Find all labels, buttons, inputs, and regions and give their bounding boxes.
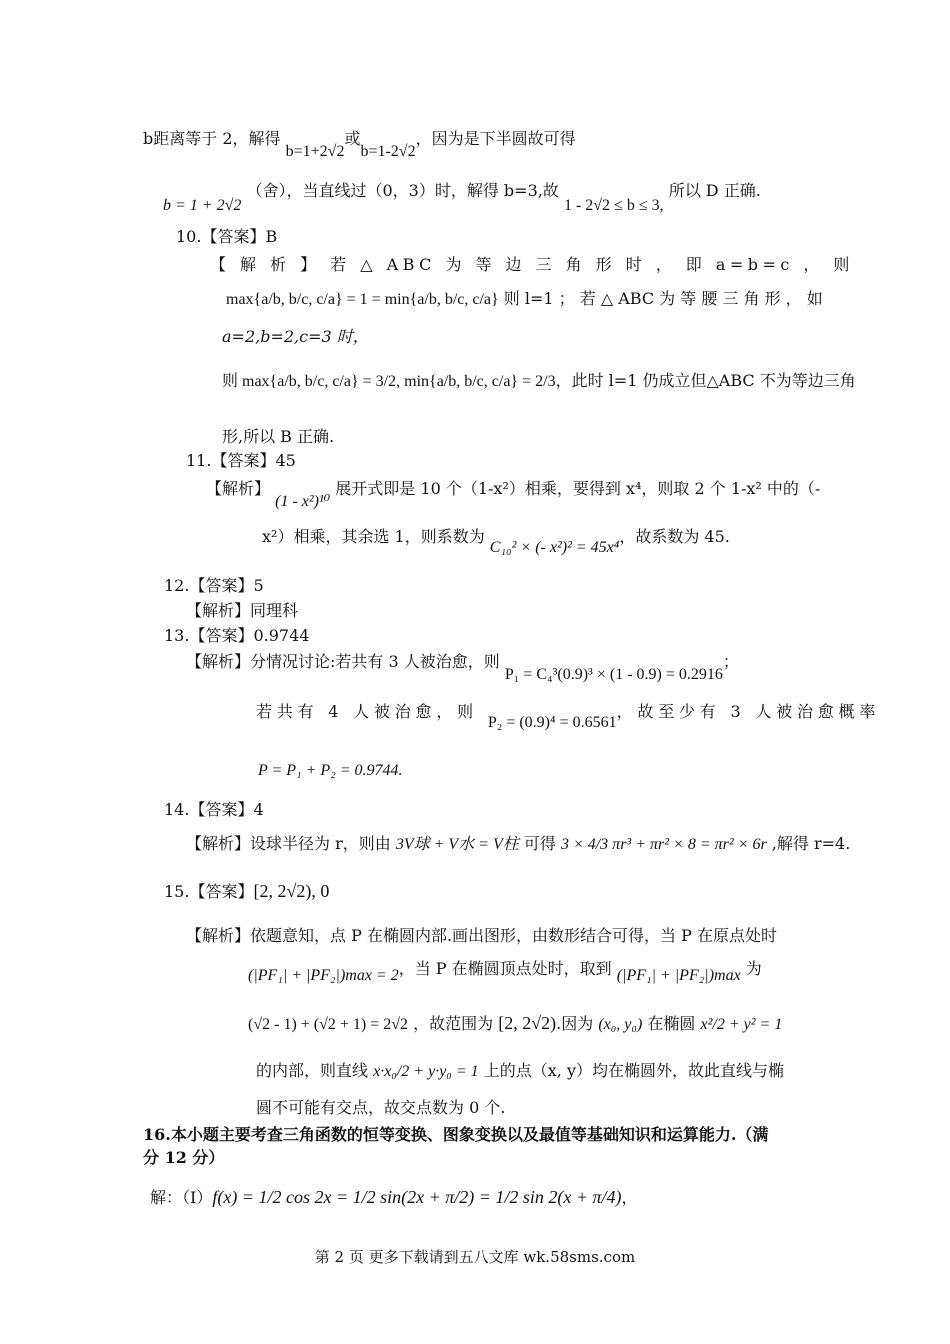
formula: b = 1 + 2√2 — [163, 197, 242, 214]
formula: [2, 2√2) — [498, 1013, 557, 1033]
formula: (x₀, y₀) — [598, 1016, 643, 1033]
q13-line1 — [186, 651, 739, 683]
text: 上的点（x, y）均在椭圆外，故此直线与椭 — [478, 1061, 784, 1080]
text: 为 — [740, 959, 762, 978]
text: 在椭圆 — [642, 1014, 701, 1033]
text: 的内部，则直线 — [256, 1061, 374, 1080]
q15-line2 — [248, 958, 762, 984]
text: （舍），当直线过（0，3）时，解得 b=3,故 — [246, 181, 559, 200]
formula: (√2 - 1) + (√2 + 1) = 2√2 — [248, 1016, 409, 1033]
q16-solution — [150, 1186, 638, 1209]
q14-answer: 14.【答案】4 — [164, 800, 264, 819]
q11-line2 — [262, 526, 730, 556]
text: ，故系数为 45. — [619, 527, 730, 546]
text: 【解析】设球半径为 r，则由 — [186, 834, 396, 853]
text: ，此时 l=1 仍成立但△ABC 不为等边三角 — [555, 371, 856, 390]
text: 或 — [344, 129, 361, 148]
formula: (|PF₁| + |PF₂|)max — [616, 967, 741, 984]
q10-line3: a=2,b=2,c=3 时， — [222, 327, 369, 346]
q11-answer: 11.【答案】45 — [186, 451, 296, 470]
text: 可得 — [518, 834, 561, 853]
text: ； — [722, 652, 739, 671]
q15-line4 — [256, 1060, 784, 1083]
formula: C₁₀² × (- x²)² = 45x⁴ — [489, 539, 620, 556]
text: ,解得 r=4. — [766, 834, 851, 853]
formula: f(x) = 1/2 cos 2x = 1/2 sin(2x + π/2) = 1/2 sin 2(x + π/4) — [212, 1187, 622, 1207]
q10-line1: 【 解 析 】 若 △ ABC 为 等 边 三 角 形 时 ， 即 a=b=c ， 则 — [210, 255, 854, 274]
q15-line3 — [248, 1012, 782, 1036]
q13-line3: P = P₁ + P₂ = 0.9744. — [258, 762, 403, 779]
formula: 3 × 4/3 πr³ + πr² × 8 = πr² × 6r — [560, 836, 767, 853]
q12-line1: 【解析】同理科 — [186, 601, 299, 620]
text: 若共有 4 人被治愈，则 — [256, 702, 488, 721]
q15-line1: 【解析】依题意知，点 P 在椭圆内部.画出图形，由数形结合可得，当 P 在原点处时 — [186, 926, 777, 945]
formula: x·x₀/2 + y·y₀ = 1 — [373, 1063, 479, 1080]
formula: 3V球 + V水 = V柱 — [395, 836, 519, 853]
formula: 1 - 2√2 ≤ b ≤ 3, — [563, 197, 664, 214]
formula: b=1-2√2 — [360, 143, 416, 160]
formula: [2, 2√2), 0 — [253, 881, 330, 901]
formula: P₁ = C₄³(0.9)³ × (1 - 0.9) = 0.2916 — [504, 666, 723, 683]
text: 【解析】 — [206, 479, 271, 498]
formula: (|PF₁| + |PF₂|)max = 2 — [248, 967, 399, 984]
line-b-distance — [143, 128, 576, 160]
formula-max-min: 则 max{a/b, b/c, c/a} = 3/2, min{a/b, b/c, c/a} = 2/3 — [222, 373, 556, 390]
line-b-range — [163, 181, 761, 214]
text: ，故至少有 3 人被治愈概率 — [616, 702, 881, 721]
text: ， — [621, 1188, 638, 1207]
text: .因为 — [556, 1014, 599, 1033]
page-footer: 第 2 页 更多下载请到五八文库 wk.58sms.com — [314, 1248, 636, 1266]
formula-max-min: max{a/b, b/c, c/a} = 1 = min{a/b, b/c, c/a} — [226, 291, 499, 308]
text: b距离等于 2，解得 — [143, 129, 286, 148]
q10-line2 — [226, 288, 823, 311]
text: 【解析】分情况讨论:若共有 3 人被治愈，则 — [186, 652, 505, 671]
q10-line4 — [222, 370, 856, 393]
text: 15.【答案】 — [164, 882, 254, 901]
text: 解：（Ⅰ） — [150, 1188, 213, 1207]
text: ，当 P 在椭圆顶点处时，取到 — [398, 959, 617, 978]
q10-answer: 10.【答案】B — [176, 227, 278, 246]
text: ，因为是下半圆故可得 — [415, 129, 576, 148]
formula: b=1+2√2 — [285, 143, 345, 160]
q13-line2 — [256, 701, 881, 731]
text: 展开式即是 10 个（1-x²）相乘，要得到 x⁴，则取 2 个 1-x² 中的（- — [335, 479, 821, 498]
text: 所以 D 正确. — [668, 181, 761, 200]
formula: (1 - x²)¹⁰ — [275, 493, 331, 510]
q15-line5: 圆不可能有交点，故交点数为 0 个. — [256, 1098, 506, 1117]
text: ，故范围为 — [408, 1014, 499, 1033]
formula: P₂ = (0.9)⁴ = 0.6561 — [487, 714, 617, 731]
text: 则 l=1 ； 若 △ ABC 为 等 腰 三 角 形 ， 如 — [498, 289, 823, 308]
q12-answer: 12.【答案】5 — [164, 576, 264, 595]
text: x²）相乘，其余选 1，则系数为 — [262, 527, 490, 546]
q10-line5: 形,所以 B 正确. — [222, 427, 335, 446]
formula: x²/2 + y² = 1 — [700, 1016, 783, 1033]
q13-answer: 13.【答案】0.9744 — [164, 626, 310, 645]
q15-answer — [164, 880, 329, 903]
q16-title-line1: 16.本小题主要考查三角函数的恒等变换、图象变换以及最值等基础知识和运算能力.（满 — [143, 1125, 769, 1144]
q16-title-line2: 分 12 分） — [143, 1148, 225, 1167]
q11-line1 — [206, 478, 821, 510]
q14-line1 — [186, 833, 850, 856]
